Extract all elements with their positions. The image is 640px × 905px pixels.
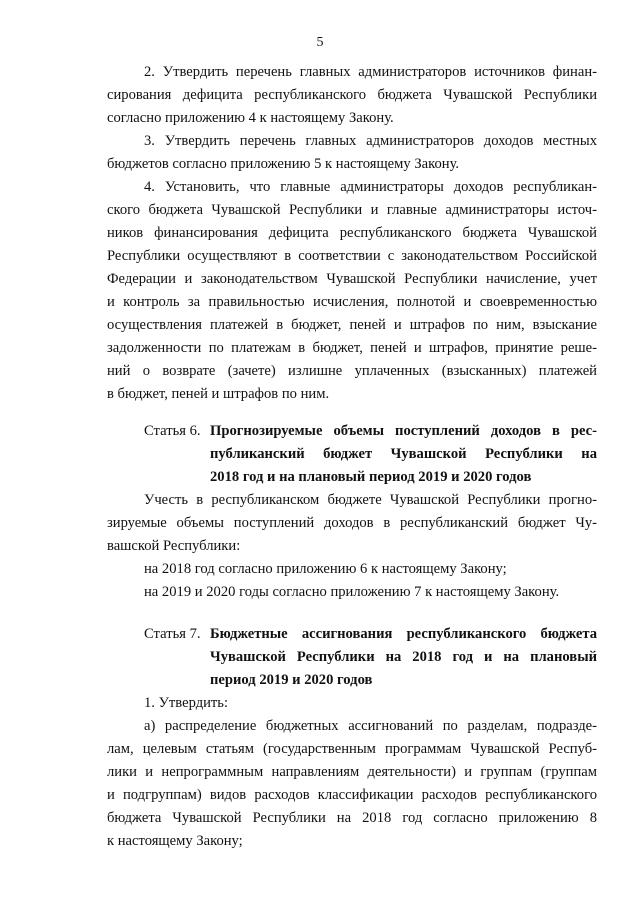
text-line: к настоящему Закону; <box>107 833 243 849</box>
text-line: и контроль за правильностью исчисления, полнотой и своевременностью <box>107 294 597 310</box>
text-line: ского бюджета Чувашской Республики и главные администраторы источ- <box>107 202 597 218</box>
article-6-title: 2018 год и на плановый период 2019 и 2020 годов <box>210 469 532 485</box>
text-line: ников финансирования дефицита республиканского бюджета Чувашской <box>107 225 597 241</box>
text-line: лам, целевым статьям (государственным программам Чувашской Респуб- <box>107 741 597 757</box>
text-line: в бюджет, пеней и штрафов по ним. <box>107 386 330 402</box>
text-line: сирования дефицита республиканского бюджета Чувашской Республики <box>107 87 597 103</box>
text-line: и подгруппам) видов расходов классификации расходов республиканского <box>107 787 597 803</box>
text-line: бюджета Чувашской Республики на 2018 год согласно приложению 8 <box>107 810 597 826</box>
article-7-label: Статья 7. <box>144 626 201 642</box>
page-number: 5 <box>316 35 324 50</box>
text-line: Федерации и законодательством Чувашской Республики начисление, учет <box>107 271 597 287</box>
text-line: а) распределение бюджетных ассигнований по разделам, подразде- <box>144 718 597 734</box>
article-6-title: публиканский бюджет Чувашской Республики на <box>210 446 597 462</box>
article-7-title: Бюджетные ассигнования республиканского бюджета <box>210 626 597 642</box>
text-line: согласно приложению 4 к настоящему Закону. <box>107 110 394 126</box>
article-7-title: период 2019 и 2020 годов <box>210 672 373 688</box>
text-line: 2. Утвердить перечень главных администраторов источников финан- <box>144 64 597 80</box>
text-line: на 2018 год согласно приложению 6 к настоящему Закону; <box>144 561 507 577</box>
text-line: бюджетов согласно приложению 5 к настоящему Закону. <box>107 156 460 172</box>
text-line: зируемые объемы поступлений доходов в республиканский бюджет Чу- <box>107 515 597 531</box>
article-7-title: Чувашской Республики на 2018 год и на плановый <box>210 649 597 665</box>
text-line: ний о возврате (зачете) излишне уплаченных (взысканных) платежей <box>107 363 597 379</box>
text-line: 3. Утвердить перечень главных администраторов доходов местных <box>144 133 597 149</box>
article-6-title: Прогнозируемые объемы поступлений доходов в рес- <box>210 423 597 439</box>
text-line: вашской Республики: <box>107 538 241 554</box>
text-line: 4. Установить, что главные администраторы доходов республикан- <box>144 179 597 195</box>
article-6-label: Статья 6. <box>144 423 201 439</box>
text-line: Республики осуществляют в соответствии с законодательством Российской <box>107 248 597 264</box>
text-line: лики и непрограммным направлениям деятельности) и группам (группам <box>107 764 597 780</box>
text-line: на 2019 и 2020 годы согласно приложению 7 к настоящему Закону. <box>144 584 560 600</box>
text-line: осуществления платежей в бюджет, пеней и штрафов по ним, взыскание <box>107 317 597 333</box>
text-line: задолженности по платежам в бюджет, пеней и штрафов, принятие реше- <box>107 340 597 356</box>
text-line: 1. Утвердить: <box>144 695 229 711</box>
text-line: Учесть в республиканском бюджете Чувашской Республики прогно- <box>144 492 597 508</box>
